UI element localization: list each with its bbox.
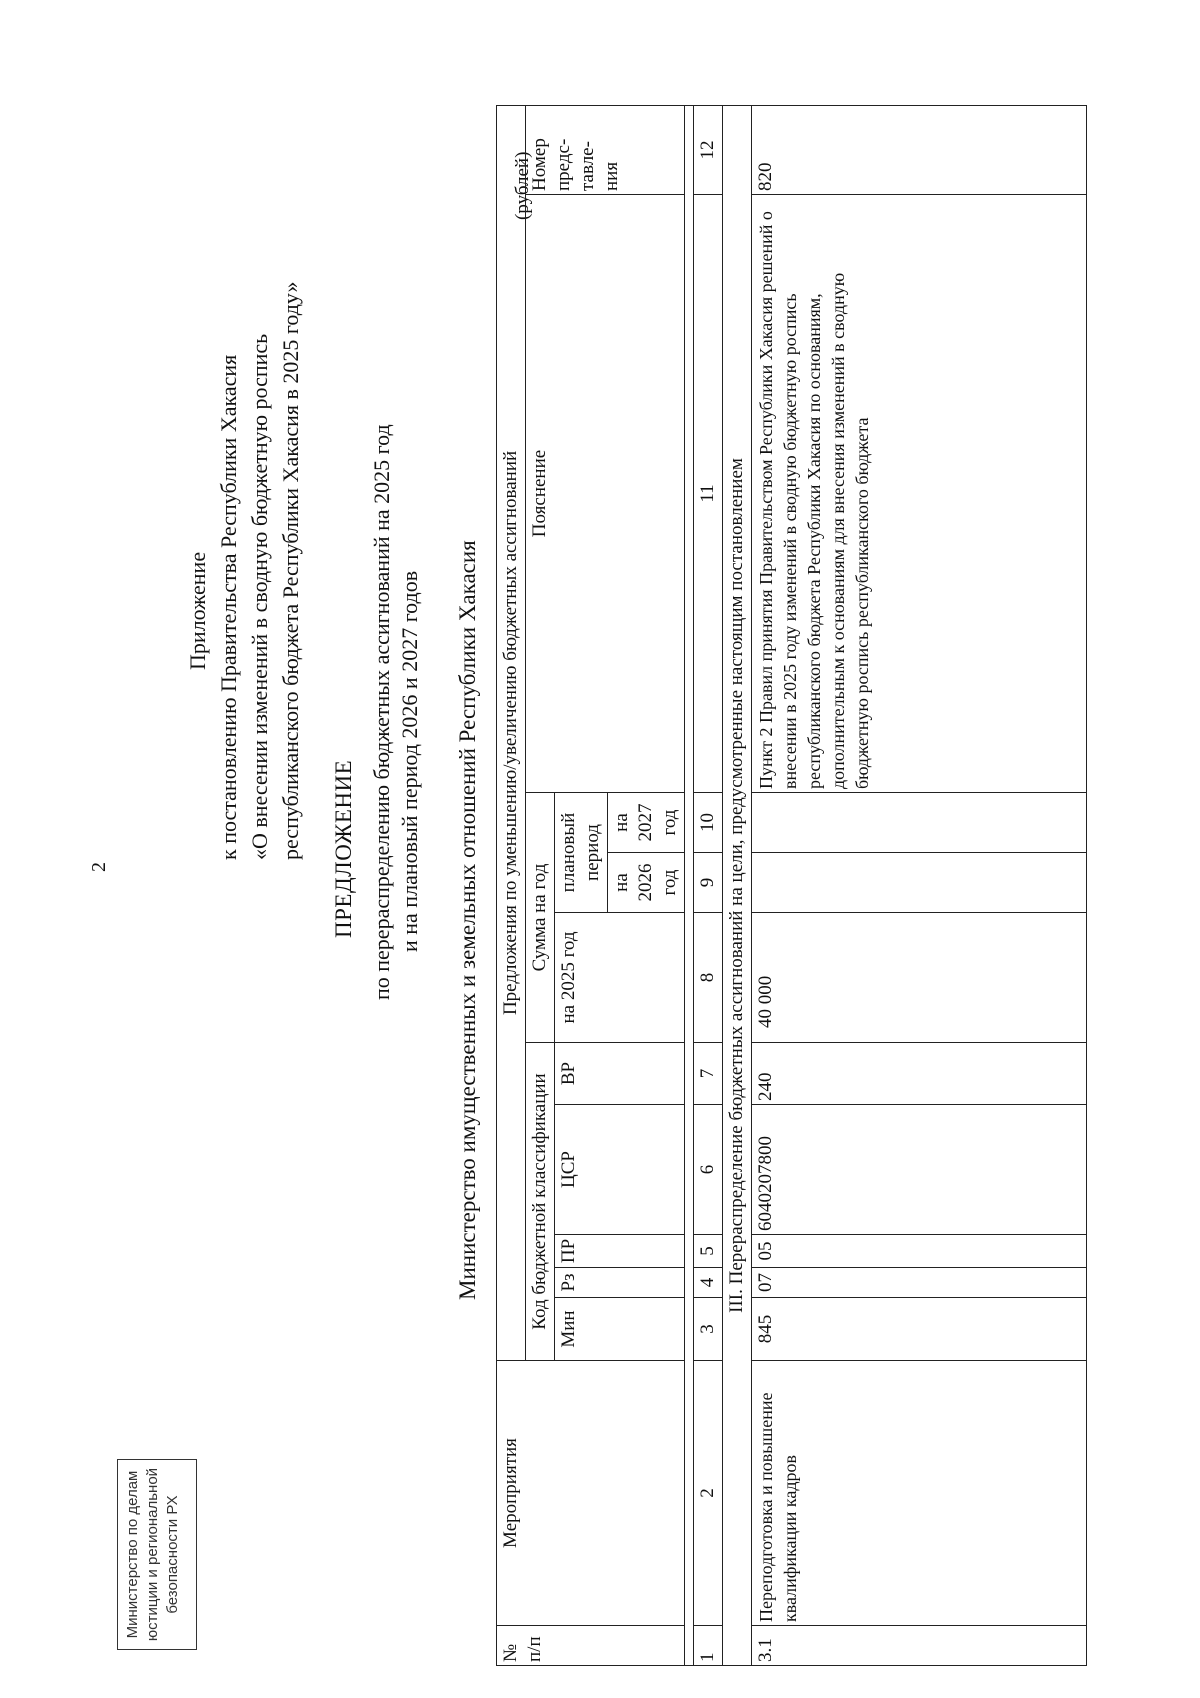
row-rz: 07 [752, 1268, 1087, 1298]
row-sum-2027 [752, 793, 1087, 853]
column-number: 5 [694, 1235, 723, 1268]
column-number: 11 [694, 195, 723, 793]
column-number: 7 [694, 1043, 723, 1105]
column-number: 12 [694, 105, 723, 194]
title-subtitle-1: по перераспределению бюджетных ассигнований на 2025 год [369, 424, 394, 1000]
column-number-row [694, 105, 723, 1665]
header-rep-number: Номер предс- тавле- ния [526, 105, 685, 194]
header-plan-period: плановый период [555, 793, 608, 913]
table-gap [685, 105, 694, 1665]
appendix-line: Приложение [185, 551, 210, 670]
header-pr: ПР [555, 1235, 685, 1268]
row-vr: 240 [752, 1043, 1087, 1105]
table-row [752, 105, 1087, 1665]
section-title: III. Перераспределение бюджетных ассигнований на цели, предусмотренные настоящим постановлением [723, 105, 752, 1665]
page-number: 2 [88, 862, 110, 872]
stamp-line: юстиции и региональной [144, 1467, 161, 1642]
header-explanation: Пояснение [526, 195, 685, 793]
column-number: 2 [694, 1361, 723, 1626]
column-number: 4 [694, 1268, 723, 1298]
units-label: (рублей) [512, 151, 533, 220]
appendix-line: республиканского бюджета Республики Хакасия в 2025 году» [278, 281, 303, 860]
column-number: 6 [694, 1105, 723, 1235]
row-activity: Переподготовка и повышение квалификации кадров [752, 1361, 1087, 1626]
row-pr: 05 [752, 1235, 1087, 1268]
column-number: 9 [694, 853, 723, 913]
section-row [723, 105, 752, 1665]
title-subtitle-2: и на плановый период 2026 и 2027 годов [397, 570, 422, 952]
row-rep-number: 820 [752, 105, 1087, 194]
budget-table [496, 105, 1087, 1666]
header-rz: Рз [555, 1268, 685, 1298]
ministry-stamp [117, 1459, 197, 1650]
header-sum-group: Сумма на год [526, 793, 555, 1043]
header-sum-2026: на 2026 год [608, 853, 685, 913]
row-min: 845 [752, 1298, 1087, 1361]
header-proposals: Предложения по уменьшению/увеличению бюджетных ассигнований [497, 105, 526, 1360]
stamp-line: безопасности РХ [164, 1495, 181, 1614]
column-number: 3 [694, 1298, 723, 1361]
budget-table-container [496, 106, 1087, 1666]
column-number: 10 [694, 793, 723, 853]
column-number: 1 [694, 1626, 723, 1666]
header-num: № п/п [497, 1626, 685, 1666]
ministry-name: Министерство имущественных и земельных отношений Республики Хакасия [455, 540, 480, 1300]
appendix-header [182, 282, 306, 860]
row-sum-2025: 40 000 [752, 913, 1087, 1043]
appendix-line: «О внесении изменений в сводную бюджетную роспись [247, 333, 272, 860]
row-sum-2026 [752, 853, 1087, 913]
header-vr: ВР [555, 1043, 685, 1105]
header-sum-2027: на 2027 год [608, 793, 685, 853]
row-explanation: Пункт 2 Правил принятия Правительством Республики Хакасия решений о внесении в 2025 году изменений в сводную бюджетную роспись республиканского бюджета Республики Хакасия по основаниям, дополнительным к основаниям для внесения изменений в сводную бюджетную роспись республиканского бюджета [752, 195, 1087, 793]
stamp-line: Министерство по делам [124, 1470, 141, 1639]
header-code-group: Код бюджетной классификации [526, 1043, 555, 1361]
appendix-line: к постановлению Правительства Республики Хакасия [216, 354, 241, 860]
title-main: ПРЕДЛОЖЕНИЕ [331, 759, 356, 938]
header-csr: ЦСР [555, 1105, 685, 1235]
header-min: Мин [555, 1298, 685, 1361]
document-title [330, 424, 424, 1000]
row-csr: 6040207800 [752, 1105, 1087, 1235]
column-number: 8 [694, 913, 723, 1043]
row-num: 3.1 [752, 1626, 1087, 1666]
header-activity: Мероприятия [497, 1361, 685, 1626]
header-sum-2025: на 2025 год [555, 913, 685, 1043]
